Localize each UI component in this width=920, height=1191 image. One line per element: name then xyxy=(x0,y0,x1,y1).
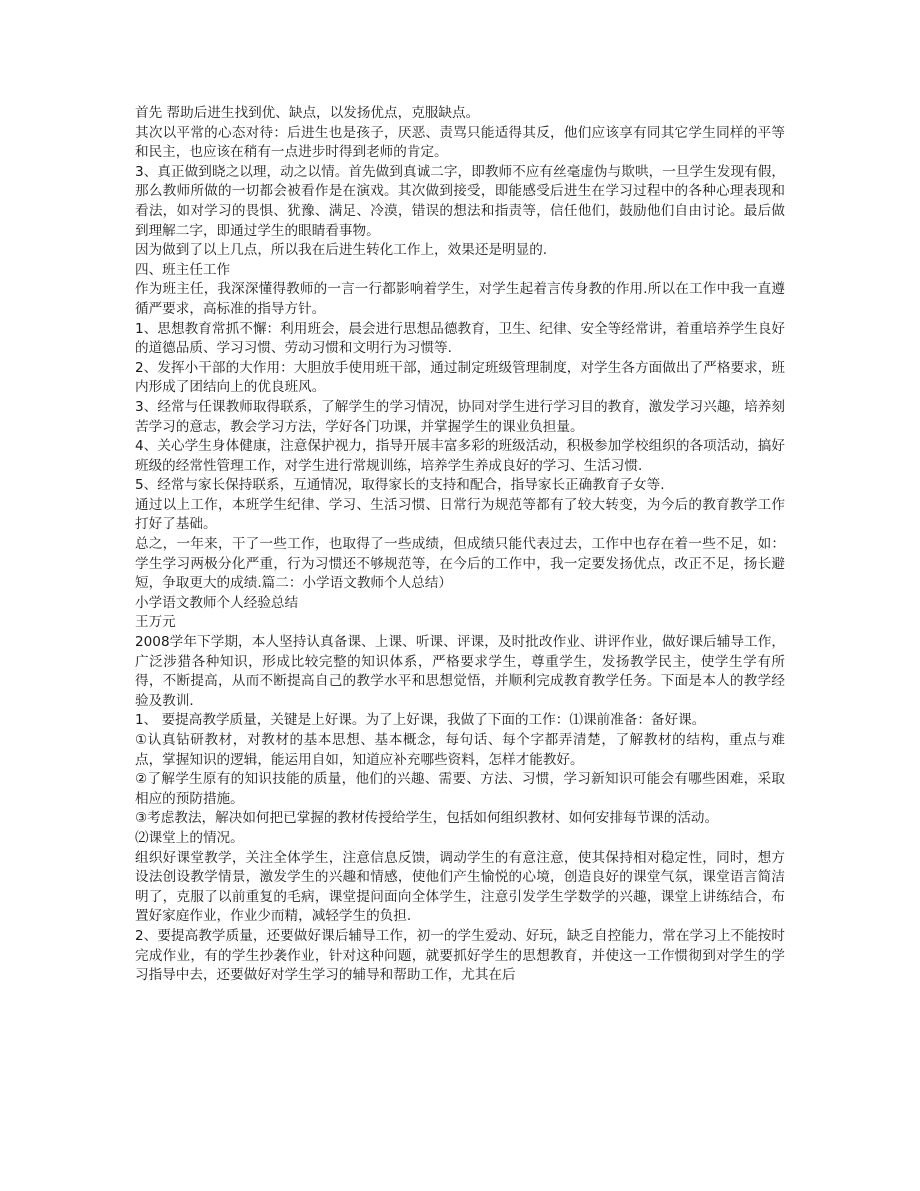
paragraph: 2、要提高教学质量，还要做好课后辅导工作，初一的学生爱动、好玩，缺乏自控能力，常在学习上不能按时完成作业，有的学生抄袭作业，针对这种问题，就要抓好学生的思想教育，并使这一工作惯彻到对学生的学习指导中去，还要做好对学生学习的辅导和帮助工作，尤其在后 xyxy=(135,927,785,984)
paragraph: 4、关心学生身体健康，注意保护视力，指导开展丰富多彩的班级活动，积极参加学校组织的各项活动，搞好班级的经常性管理工作，对学生进行常规训练，培养学生养成良好的学习、生活习惯. xyxy=(135,438,785,474)
document-title: 小学语文教师个人经验总结 xyxy=(135,594,299,611)
paragraph: 总之，一年来，干了一些工作，也取得了一些成绩，但成绩只能代表过去，工作中也存在着一些不足，如：学生学习两极分化严重，行为习惯还不够规范等，在今后的工作中，我一定要发扬优点，改正不足，扬长避短，争取更大的成绩.篇二：小学语文教师个人总结） xyxy=(135,536,785,592)
paragraph: 3、真正做到晓之以理，动之以情。首先做到真诚二字，即教师不应有丝毫虚伪与欺哄，一旦学生发现有假，那么教师所做的一切都会被看作是在演戏。其次做到接受，即能感受后进生在学习过程中的各种心理表现和看法，如对学习的畏惧、犹豫、满足、冷漠，错误的想法和指责等，信任他们，鼓励他们自由讨论。最后做到理解二字，即通过学生的眼睛看事物。 xyxy=(135,163,785,239)
section-heading: 四、班主任工作 xyxy=(135,261,231,278)
paragraph: ⑵课堂上的情况。 xyxy=(135,829,244,846)
paragraph: 作为班主任，我深深懂得教师的一言一行都影响着学生，对学生起着言传身教的作用.所以在工作中我一直遵循严要求，高标准的指导方针。 xyxy=(135,281,785,317)
author-name: 王万元 xyxy=(135,614,176,631)
paragraph: 组织好课堂教学，关注全体学生，注意信息反馈，调动学生的有意注意，使其保持相对稳定性，同时，想方设法创设教学情景，激发学生的兴趣和情感，使他们产生愉悦的心境，创造良好的课堂气氛，课堂语言简洁明了，克服了以前重复的毛病，课堂提问面向全体学生，注意引发学生学数学的兴趣，课堂上讲练结合，布置好家庭作业，作业少而精，减轻学生的负担. xyxy=(135,849,785,925)
paragraph: 2、发挥小干部的大作用：大胆放手使用班干部，通过制定班级管理制度，对学生各方面做出了严格要求，班内形成了团结向上的优良班风。 xyxy=(135,359,785,396)
paragraph: 5、经常与家长保持联系，互通情况，取得家长的支持和配合，指导家长正确教育子女等. xyxy=(135,477,665,494)
paragraph: 2008学年下学期，本人坚持认真备课、上课、听课、评课，及时批改作业、讲评作业，做好课后辅导工作，广泛涉猎各种知识，形成比较完整的知识体系，严格要求学生，尊重学生，发扬教学民主，使学生学有所得，不断提高，从而不断提高自己的教学水平和思想觉悟，并顺利完成教育教学任务。下面是本人的教学经验及教训. xyxy=(135,634,785,709)
paragraph: ③考虑教法，解决如何把已掌握的教材传授给学生，包括如何组织教材、如何安排每节课的活动。 xyxy=(135,810,719,827)
paragraph: 通过以上工作，本班学生纪律、学习、生活习惯、日常行为规范等都有了较大转变，为今后的教育教学工作打好了基础。 xyxy=(135,496,785,533)
paragraph: ①认真钻研教材，对教材的基本思想、基本概念，每句话、每个字都弄清楚，了解教材的结构，重点与难点，掌握知识的逻辑，能运用自如，知道应补充哪些资料，怎样才能教好。 xyxy=(135,732,785,768)
paragraph: 3、经常与任课教师取得联系，了解学生的学习情况，协同对学生进行学习目的教育，激发学习兴趣，培养刻苦学习的意志，教会学习方法，学好各门功课，并掌握学生的课业负担量。 xyxy=(135,398,785,435)
paragraph: 1、思想教育常抓不懈：利用班会，晨会进行思想品德教育，卫生、纪律、安全等经常讲，着重培养学生良好的道德品质、学习习惯、劳动习惯和文明行为习惯等. xyxy=(135,320,785,357)
paragraph: 1、 要提高教学质量，关键是上好课。为了上好课，我做了下面的工作：⑴课前准备：备好课。 xyxy=(135,712,706,729)
paragraph: ②了解学生原有的知识技能的质量，他们的兴趣、需要、方法、习惯，学习新知识可能会有哪些困难，采取相应的预防措施。 xyxy=(135,771,785,807)
paragraph: 其次以平常的心态对待：后进生也是孩子，厌恶、责骂只能适得其反，他们应该享有同其它学生同样的平等和民主，也应该在稍有一点进步时得到老师的肯定。 xyxy=(135,124,785,161)
document-body xyxy=(135,104,785,986)
paragraph: 因为做到了以上几点，所以我在后进生转化工作上，效果还是明显的. xyxy=(135,242,548,259)
paragraph: 首先 帮助后进生找到优、缺点，以发扬优点，克服缺点。 xyxy=(135,105,480,121)
